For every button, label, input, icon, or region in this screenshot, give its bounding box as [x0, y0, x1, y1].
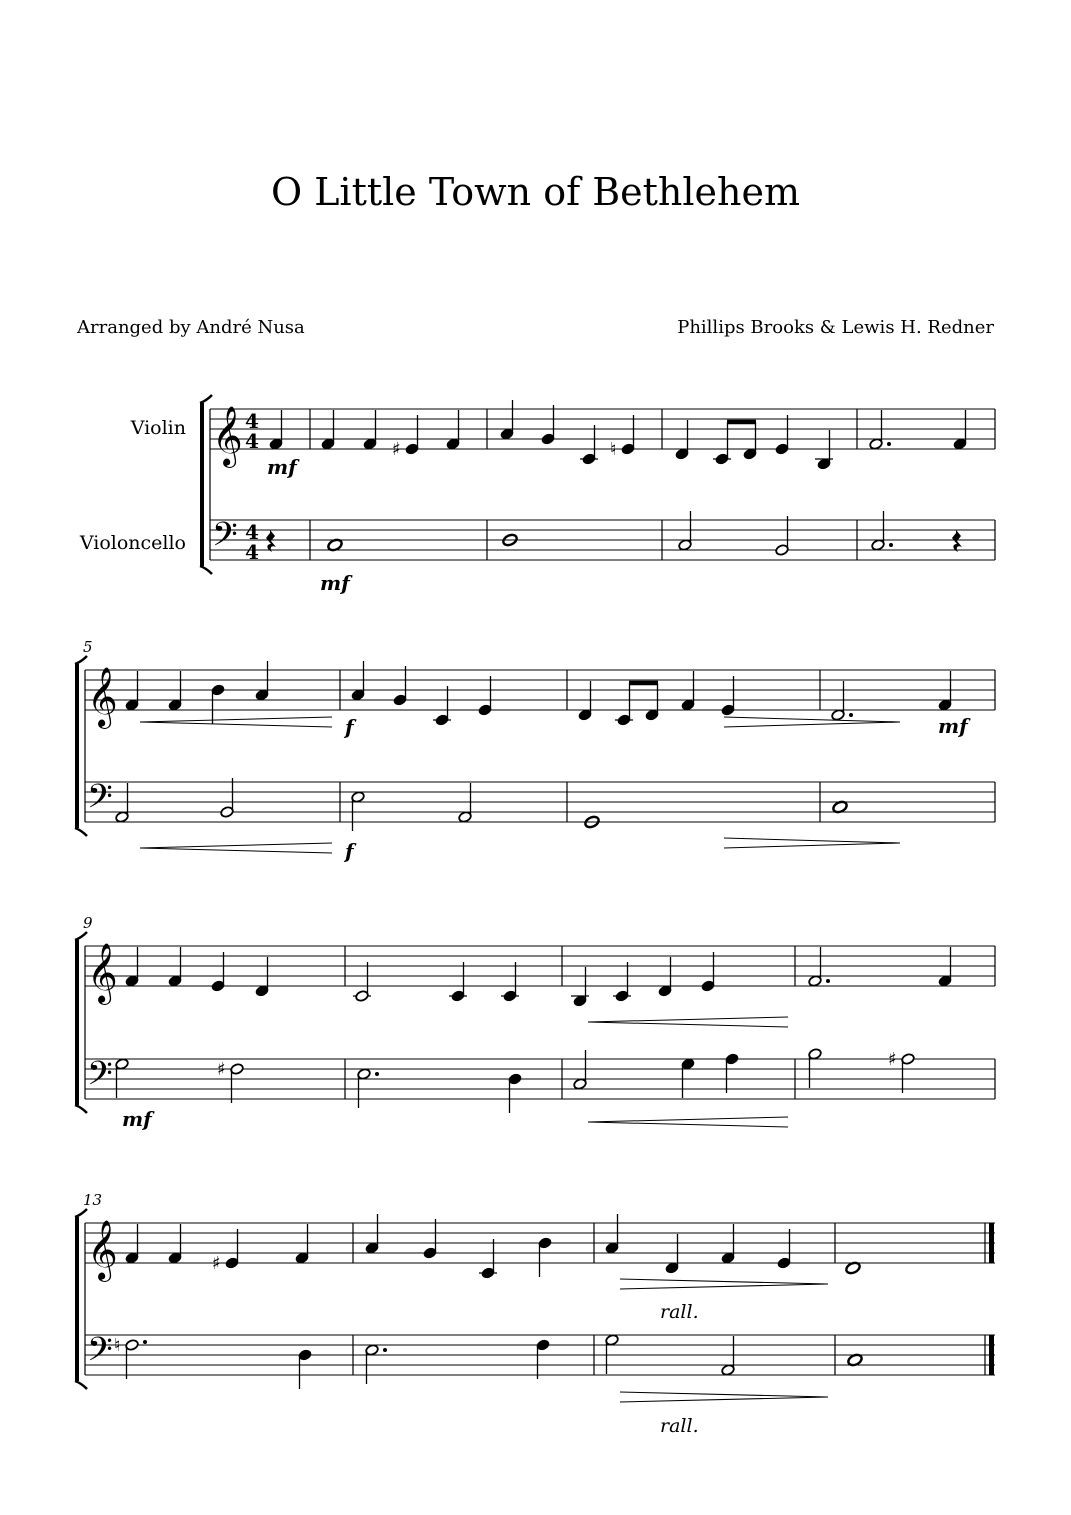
decrescendo-hairpin	[724, 717, 900, 722]
decrescendo-hairpin	[620, 1279, 828, 1284]
dot	[887, 442, 891, 446]
dot	[143, 1340, 147, 1344]
rallentando-marking: rall.	[660, 1415, 699, 1437]
crescendo-hairpin	[140, 722, 332, 727]
bass-clef: 𝄢	[87, 1331, 113, 1377]
crescendo-hairpin	[588, 1017, 788, 1022]
bracket-hook	[75, 932, 87, 940]
sharp-sign: ♯	[217, 1059, 226, 1080]
bracket-hook	[75, 828, 87, 836]
crescendo-hairpin	[140, 848, 332, 853]
treble-clef: 𝄞	[212, 406, 243, 466]
dot	[889, 543, 893, 547]
sharp-sign: ♯	[392, 439, 401, 460]
bracket-hook	[75, 1209, 87, 1217]
quarter-rest	[266, 530, 276, 552]
bracket-hook	[75, 1105, 87, 1113]
dot	[826, 979, 830, 983]
treble-clef: 𝄞	[87, 667, 118, 727]
crescendo-hairpin	[140, 843, 332, 848]
measure-number: 13	[83, 1191, 103, 1209]
time-signature-denominator: 4	[245, 540, 259, 564]
time-signature-numerator: 4	[245, 409, 259, 433]
natural-sign: ♮	[114, 1335, 121, 1356]
decrescendo-hairpin	[620, 1392, 828, 1397]
bracket-hook	[75, 656, 87, 664]
final-barline-thick	[989, 1335, 994, 1375]
crescendo-hairpin	[588, 1122, 788, 1127]
final-barline-thick	[989, 1223, 994, 1263]
time-signature-denominator: 4	[245, 429, 259, 453]
instrument-label-violoncello: Violoncello	[79, 532, 186, 554]
quarter-rest	[952, 530, 962, 552]
bracket-hook	[200, 566, 212, 574]
crescendo-hairpin	[588, 1022, 788, 1027]
dynamic-mf: mf	[320, 571, 350, 595]
dot	[375, 1072, 379, 1076]
bass-clef: 𝄢	[87, 778, 113, 824]
measure-number: 5	[83, 638, 93, 656]
natural-sign: ♮	[610, 439, 617, 460]
composer-credit: Phillips Brooks & Lewis H. Redner	[677, 317, 994, 338]
dynamic-f: f	[345, 839, 354, 863]
bracket-hook	[200, 395, 212, 403]
treble-clef: 𝄞	[87, 943, 118, 1003]
sharp-sign: ♯	[888, 1049, 897, 1070]
dot	[383, 1348, 387, 1352]
decrescendo-hairpin	[724, 843, 900, 848]
decrescendo-hairpin	[620, 1284, 828, 1289]
bass-clef: 𝄢	[87, 1055, 113, 1101]
decrescendo-hairpin	[724, 838, 900, 843]
dot	[849, 713, 853, 717]
dynamic-mf: mf	[938, 714, 968, 738]
dynamic-mf: mf	[122, 1107, 152, 1131]
crescendo-hairpin	[140, 717, 332, 722]
time-signature-numerator: 4	[245, 520, 259, 544]
measure-number: 9	[83, 914, 93, 932]
score-title: O Little Town of Bethlehem	[270, 170, 801, 214]
instrument-label-violin: Violin	[130, 417, 186, 439]
sharp-sign: ♯	[212, 1253, 221, 1274]
arranger-credit: Arranged by André Nusa	[77, 317, 305, 338]
bass-clef: 𝄢	[212, 516, 238, 562]
dynamic-mf: mf	[267, 455, 297, 479]
dynamic-f: f	[345, 715, 354, 739]
decrescendo-hairpin	[620, 1397, 828, 1402]
bracket-hook	[75, 1381, 87, 1389]
rallentando-marking: rall.	[660, 1301, 699, 1323]
crescendo-hairpin	[588, 1117, 788, 1122]
treble-clef: 𝄞	[87, 1220, 118, 1280]
decrescendo-hairpin	[724, 722, 900, 727]
